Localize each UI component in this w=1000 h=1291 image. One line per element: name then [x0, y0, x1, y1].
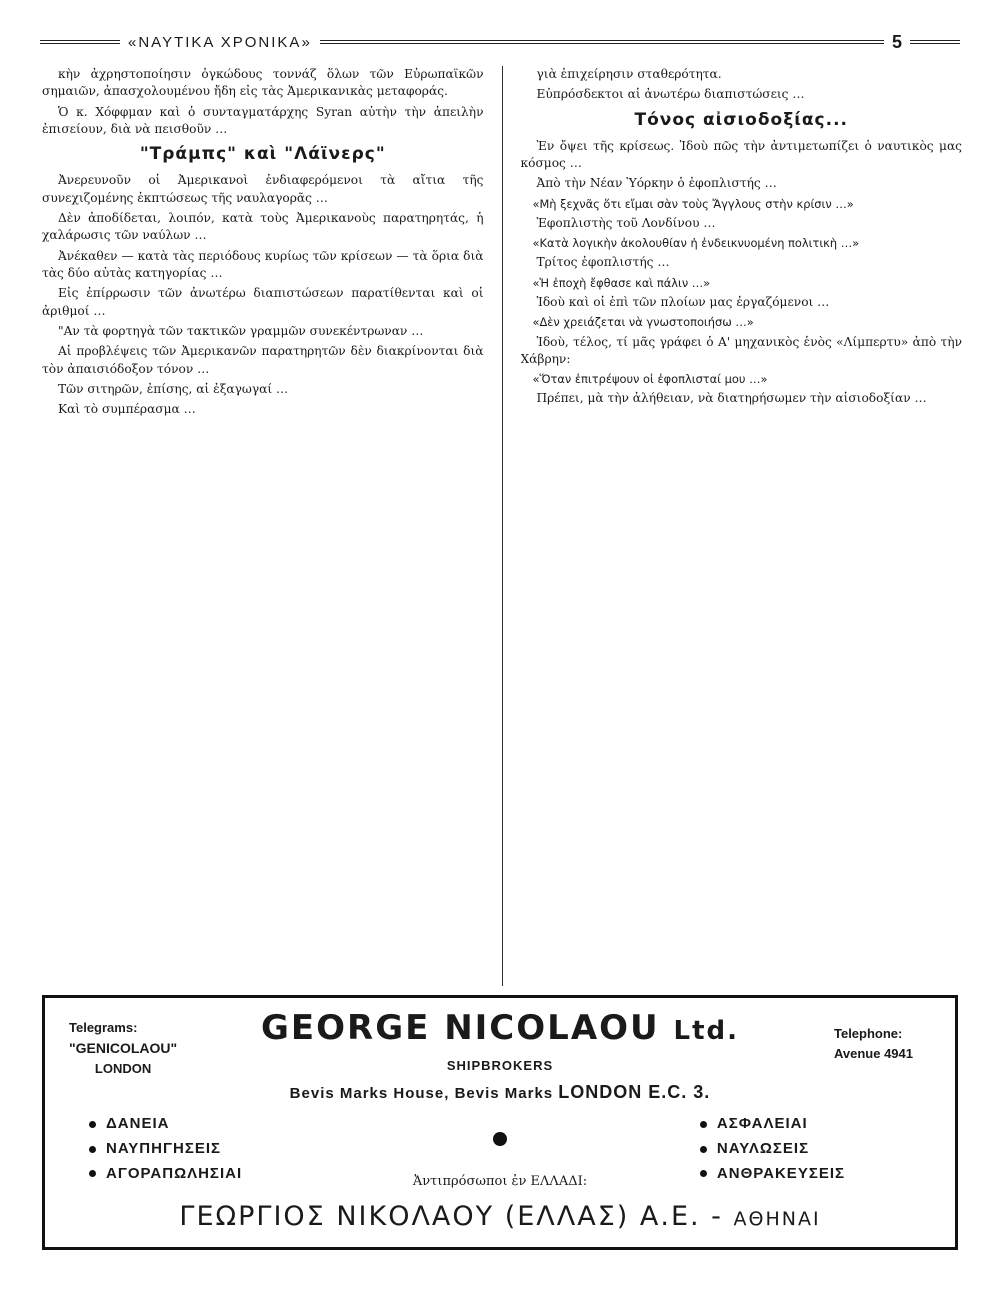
- paragraph: Ἰδοὺ καὶ οἱ ἐπὶ τῶν πλοίων μας ἐργαζόμενοι …: [536, 294, 830, 309]
- company-suffix: Ltd.: [673, 1016, 739, 1046]
- paragraph: κὴν ἀχρηστοποίησιν ὀγκώδους τοννάζ ὅλων τῶν Εὐρωπαϊκῶν σημαιῶν, ἀπασχολουμένου ἤδη εἰς τὰς Ἀμερικανικὰς μεταφοράς.: [42, 67, 484, 99]
- advertisement-box: [42, 995, 958, 1250]
- service-label: ΑΓΟΡΑΠΩΛΗΣΙΑΙ: [106, 1164, 243, 1182]
- paragraph: Εἰς ἐπίρρωσιν τῶν ἀνωτέρω διαπιστώσεων παρατίθενται καὶ οἱ ἀριθμοί …: [42, 286, 484, 318]
- paragraph: Ὁ κ. Χόφφμαν καὶ ὁ συνταγματάρχης Syran αὐτὴν τὴν ἀπειλὴν ἐπισείουν, διὰ νὰ πεισθοῦν …: [42, 104, 484, 136]
- address-city: LONDON E.C. 3.: [558, 1082, 711, 1102]
- address-line: Bevis Marks House, Bevis Marks: [289, 1085, 554, 1102]
- bullet-icon: [700, 1146, 707, 1153]
- greek-company-city: ΑΘΗΝΑΙ: [733, 1208, 821, 1230]
- service-label: ΑΝΘΡΑΚΕΥΣΕΙΣ: [716, 1164, 845, 1182]
- page-header: [40, 30, 960, 54]
- telegrams-city: LONDON: [94, 1060, 152, 1076]
- quote: «Ὅταν ἐπιτρέψουν οἱ ἐφοπλισταί μου …»: [532, 372, 768, 387]
- service-label: ΝΑΥΠΗΓΗΣΕΙΣ: [106, 1139, 221, 1157]
- bullet-icon: [89, 1121, 96, 1128]
- quote: «Ἡ ἐποχὴ ἔφθασε καὶ πάλιν …»: [532, 275, 711, 290]
- service-item: [89, 1137, 242, 1162]
- paragraph: Ἰδοὺ, τέλος, τί μᾶς γράφει ὁ Α' μηχανικὸς ἑνὸς «Λίμπερτυ» ἀπὸ τὴν Χάβρην:: [520, 334, 962, 366]
- telegrams-value: "GENICOLAOU": [69, 1039, 178, 1056]
- paragraph: Ἀνέκαθεν — κατὰ τὰς περιόδους κυρίως τῶν κρίσεων — τὰ ὅρια διὰ τὰς δύο αὐτὰς κατηγορίας …: [42, 248, 484, 281]
- service-label: ΝΑΥΛΩΣΕΙΣ: [716, 1139, 810, 1157]
- service-label: ΔΑΝΕΙΑ: [106, 1115, 170, 1132]
- paragraph: Πρέπει, μὰ τὴν ἀλήθειαν, νὰ διατηρήσωμεν τὴν αἰσιοδοξίαν …: [536, 391, 927, 406]
- section-heading: "Τράμπς" καὶ "Λάϊνερς": [139, 144, 386, 165]
- paragraph: Τρίτος ἐφοπλιστής …: [536, 255, 670, 270]
- company-name-text: GEORGE NICOLAOU: [261, 1008, 660, 1048]
- bullet-icon: [700, 1121, 707, 1128]
- center-bullet-icon: [493, 1132, 507, 1146]
- paragraph: Ἀνερευνοῦν οἱ Ἀμερικανοὶ ἐνδιαφερόμενοι τὰ αἴτια τῆς συνεχιζομένης ἐκπτώσεως τῆς ναυλαγορᾶς …: [42, 173, 484, 205]
- header-rule-right: [910, 40, 960, 44]
- page-number: 5: [891, 31, 902, 52]
- bullet-icon: [89, 1146, 96, 1153]
- telephone-value: Avenue 4941: [833, 1046, 913, 1062]
- paragraph: Δὲν ἀποδίδεται, λοιπόν, κατὰ τοὺς Ἀμερικανοὺς παρατηρητάς, ἡ χαλάρωσις τῶν ναύλων …: [42, 211, 484, 243]
- quote: «Μὴ ξεχνᾶς ὅτι εἴμαι σὰν τοὺς Ἄγγλους στὴν κρίσιν …»: [532, 196, 854, 211]
- quote: «Κατὰ λογικὴν ἀκολουθίαν ἡ ἐνδεικνυομένη πολιτικὴ …»: [532, 236, 860, 251]
- header-rule-middle: [320, 40, 884, 44]
- right-column: [521, 66, 963, 986]
- newspaper-title: «ΝΑΥΤΙΚΑ ΧΡΟΝΙΚΑ»: [128, 33, 312, 51]
- company-address: [45, 1082, 955, 1103]
- company-subtitle: SHIPBROKERS: [446, 1058, 554, 1073]
- telephone-label: Telephone:: [833, 1026, 903, 1041]
- service-item: [89, 1112, 242, 1137]
- representatives-label: Ἀντιπρόσωποι ἐν ΕΛΛΑΔΙ:: [412, 1174, 588, 1189]
- section-heading: Τόνος αἰσιοδοξίας...: [634, 109, 849, 130]
- paragraph: Αἱ προβλέψεις τῶν Ἀμερικανῶν παρατηρητῶν δὲν διακρίνονται διὰ τὸν ἀπαισιόδοξον τόνον …: [42, 344, 484, 376]
- paragraph: Εὐπρόσδεκτοι αἱ ἀνωτέρω διαπιστώσεις …: [536, 87, 805, 102]
- paragraph: Ἐν ὄψει τῆς κρίσεως. Ἰδοὺ πῶς τὴν ἀντιμετωπίζει ὁ ναυτικὸς μας κόσμος …: [520, 138, 962, 171]
- service-label: ΑΣΦΑΛΕΙΑΙ: [716, 1115, 808, 1132]
- header-rule-left: [40, 40, 120, 44]
- service-item: [700, 1112, 845, 1137]
- left-column: [42, 66, 484, 986]
- greek-company-name: ΓΕΩΡΓΙΟΣ ΝΙΚΟΛΑΟΥ (ΕΛΛΑΣ) Α.Ε. -: [179, 1201, 723, 1232]
- column-divider: [502, 66, 503, 986]
- paragraph: γιὰ ἐπιχείρησιν σταθερότητα.: [536, 67, 722, 81]
- company-name: [45, 1008, 955, 1048]
- greek-company-line: [45, 1201, 955, 1232]
- service-item: [700, 1137, 845, 1162]
- paragraph: Ἀπὸ τὴν Νέαν Ὑόρκην ὁ ἐφοπλιστής …: [536, 176, 777, 191]
- paragraph: Ἐφοπλιστὴς τοῦ Λονδίνου …: [536, 215, 716, 230]
- article-columns: [42, 66, 962, 986]
- quote: «Δὲν χρειάζεται νὰ γνωστοποιήσω …»: [532, 315, 754, 330]
- paragraph: "Αν τὰ φορτηγὰ τῶν τακτικῶν γραμμῶν συνεκέντρωναν …: [58, 324, 424, 339]
- telegrams-label: Telegrams:: [69, 1020, 138, 1035]
- paragraph: Καὶ τὸ συμπέρασμα …: [58, 402, 196, 417]
- paragraph: Τῶν σιτηρῶν, ἐπίσης, αἱ ἐξαγωγαί …: [58, 382, 289, 397]
